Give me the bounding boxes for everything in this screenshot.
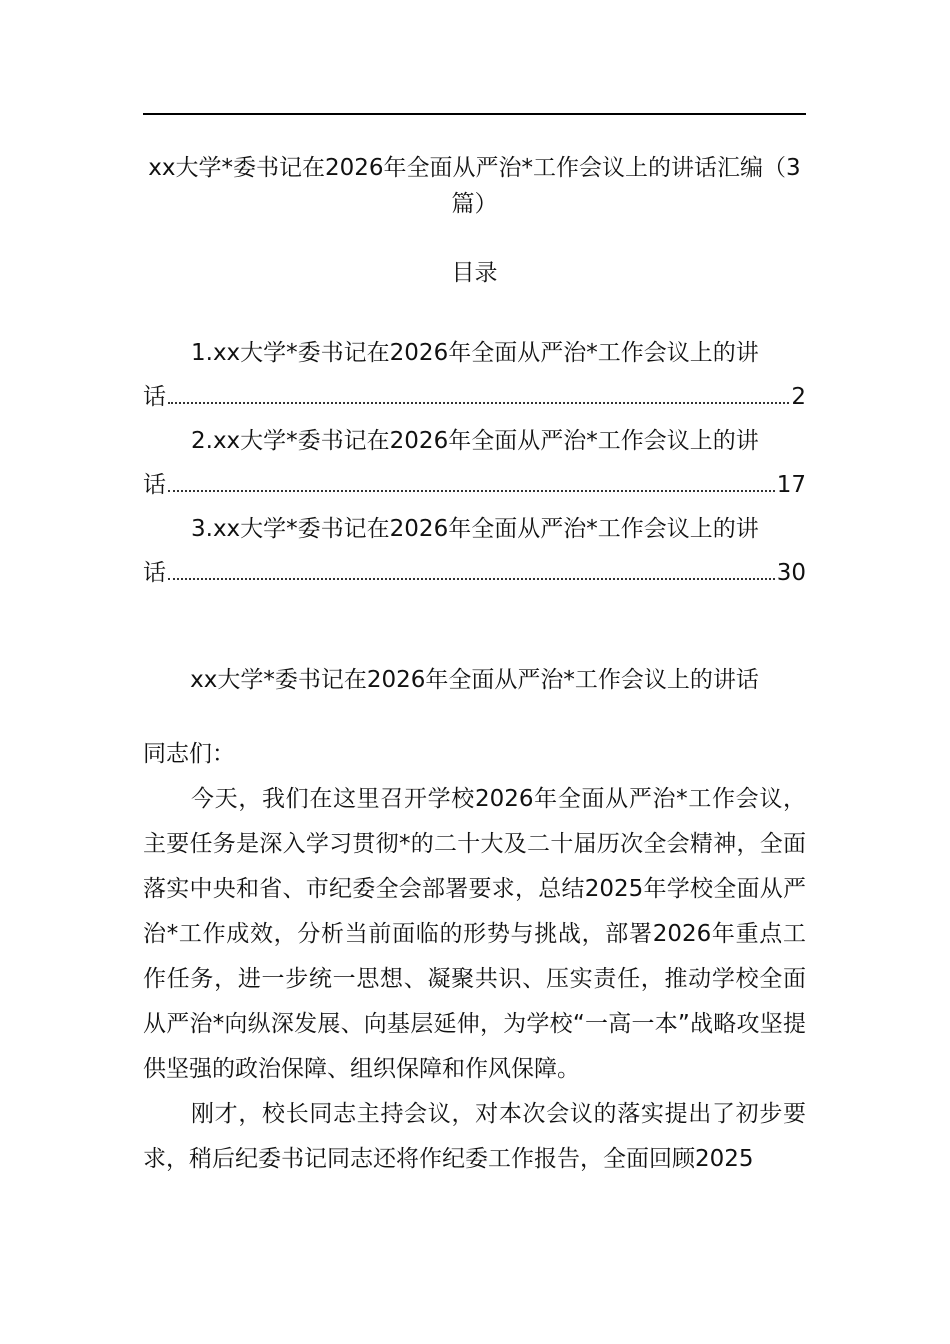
table-of-contents (143, 331, 806, 595)
document-title: xx大学*委书记在2026年全面从严治*工作会议上的讲话汇编（3篇） (148, 155, 801, 217)
toc-entry-title: 3.xx大学*委书记在2026年全面从严治*工作会议上的讲 (191, 516, 759, 542)
toc-dot-leader (168, 578, 775, 580)
toc-dot-leader (168, 402, 789, 404)
toc-page-number: 30 (776, 560, 806, 586)
toc-entry-3[interactable] (143, 507, 806, 595)
salutation: 同志们： (143, 741, 235, 767)
body-text (143, 732, 806, 1182)
toc-entry-1[interactable] (143, 331, 806, 419)
toc-heading: 目录 (451, 260, 498, 286)
toc-entry-title: 2.xx大学*委书记在2026年全面从严治*工作会议上的讲 (191, 428, 759, 454)
toc-dot-leader (168, 490, 775, 492)
toc-entry-title: 1.xx大学*委书记在2026年全面从严治*工作会议上的讲 (191, 340, 759, 366)
section-title: xx大学*委书记在2026年全面从严治*工作会议上的讲话 (190, 667, 759, 693)
toc-entry-title-end: 话 (143, 384, 166, 410)
toc-entry-2[interactable] (143, 419, 806, 507)
toc-page-number: 17 (776, 472, 806, 498)
toc-entry-title-end: 话 (143, 472, 166, 498)
paragraph-1: 今天，我们在这里召开学校2026年全面从严治*工作会议，主要任务是深入学习贯彻*的二十大及二十届历次全会精神，全面落实中央和省、市纪委全会部署要求，总结2025年学校全面从严治*工作成效，分析当前面临的形势与挑战，部署2026年重点工作任务，进一步统一思想、凝聚共识、压实责任，推动学校全面从严治*向纵深发展、向基层延伸，为学校“一高一本”战略攻坚提供坚强的政治保障、组织保障和作风保障。 (143, 786, 806, 1082)
toc-entry-title-end: 话 (143, 560, 166, 586)
paragraph-2: 刚才，校长同志主持会议，对本次会议的落实提出了初步要求，稍后纪委书记同志还将作纪委工作报告，全面回顾2025 (143, 1101, 806, 1172)
toc-page-number: 2 (791, 384, 806, 410)
header-rule (143, 113, 806, 115)
